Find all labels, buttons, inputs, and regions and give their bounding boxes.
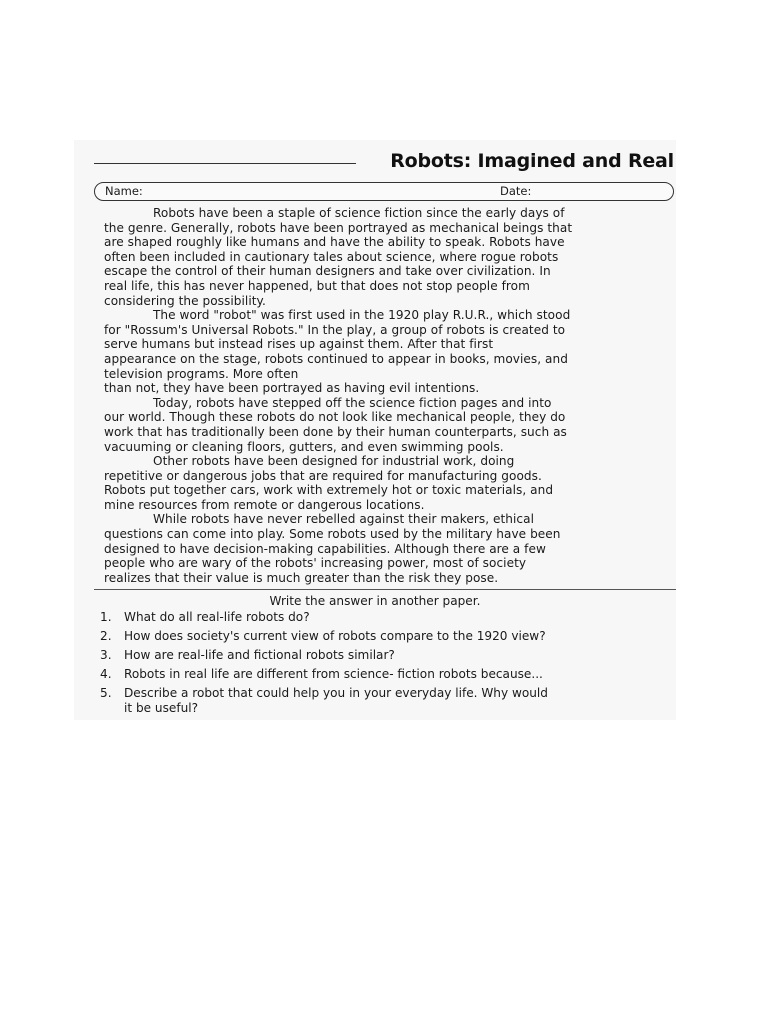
name-date-box	[94, 182, 674, 201]
section-divider	[94, 589, 676, 590]
passage-line: work that has traditionally been done by their human counterparts, such as	[104, 424, 567, 439]
question-item	[100, 686, 672, 715]
passage-line: repetitive or dangerous jobs that are required for manufacturing goods.	[104, 468, 542, 483]
passage-line: realizes that their value is much greater than the risk they pose.	[104, 570, 499, 585]
question-item	[100, 629, 672, 644]
passage-line: appearance on the stage, robots continued to appear in books, movies, and	[104, 351, 568, 366]
passage-line: vacuuming or cleaning floors, gutters, and even swimming pools.	[104, 439, 504, 454]
question-number: 2.	[100, 628, 112, 643]
question-number: 4.	[100, 666, 112, 681]
question-item	[100, 648, 672, 663]
passage-line: real life, this has never happened, but that does not stop people from	[104, 278, 530, 293]
passage-line: Robots put together cars, work with extremely hot or toxic materials, and	[104, 483, 554, 498]
passage-line: Other robots have been designed for industrial work, doing	[153, 454, 515, 469]
question-text: What do all real-life robots do?	[124, 610, 310, 624]
question-text: it be useful?	[124, 700, 199, 715]
passage-line: While robots have never rebelled against their makers, ethical	[153, 512, 535, 527]
passage-line: the genre. Generally, robots have been portrayed as mechanical beings that	[104, 220, 573, 235]
worksheet-page	[74, 140, 676, 720]
question-number: 1.	[100, 610, 112, 624]
passage-line: designed to have decision-making capabilities. Although there are a few	[104, 541, 546, 556]
question-item	[100, 610, 672, 625]
passage-line: The word "robot" was first used in the 1920 play R.U.R., which stood	[153, 308, 571, 323]
question-number: 5.	[100, 685, 112, 700]
passage-line: our world. Though these robots do not look like mechanical people, they do	[104, 410, 566, 425]
reading-passage	[104, 206, 672, 585]
passage-line: mine resources from remote or dangerous locations.	[104, 497, 425, 512]
passage-line: often been included in cautionary tales about science, where rogue robots	[104, 249, 559, 264]
passage-line: television programs. More often	[104, 366, 299, 381]
date-label: Date:	[500, 184, 532, 198]
passage-line: Today, robots have stepped off the science fiction pages and into	[153, 395, 552, 410]
passage-line: Robots have been a staple of science fiction since the early days of	[153, 206, 565, 220]
title-row	[94, 150, 676, 176]
question-number: 3.	[100, 647, 112, 662]
passage-line: considering the possibility.	[104, 293, 266, 308]
passage-line: are shaped roughly like humans and have the ability to speak. Robots have	[104, 235, 565, 250]
instruction-text: Write the answer in another paper.	[269, 594, 481, 608]
question-text: Robots in real life are different from science- fiction robots because...	[124, 666, 543, 681]
passage-line: serve humans but instead rises up against them. After that first	[104, 337, 494, 352]
passage-line: people who are wary of the robots' increasing power, most of society	[104, 556, 527, 571]
question-text: How are real-life and fictional robots similar?	[124, 647, 395, 662]
question-list	[100, 610, 672, 720]
passage-line: escape the control of their human designers and take over civilization. In	[104, 264, 551, 279]
question-text: How does society's current view of robots compare to the 1920 view?	[124, 628, 546, 643]
passage-line: than not, they have been portrayed as having evil intentions.	[104, 381, 480, 396]
name-label: Name:	[105, 184, 143, 198]
title-rule	[94, 163, 356, 164]
passage-line: for "Rossum's Universal Robots." In the play, a group of robots is created to	[104, 322, 566, 337]
passage-line: questions can come into play. Some robots used by the military have been	[104, 527, 561, 542]
worksheet-title: Robots: Imagined and Real	[390, 150, 674, 172]
question-text: Describe a robot that could help you in your everyday life. Why would	[124, 685, 548, 700]
question-item	[100, 667, 672, 682]
